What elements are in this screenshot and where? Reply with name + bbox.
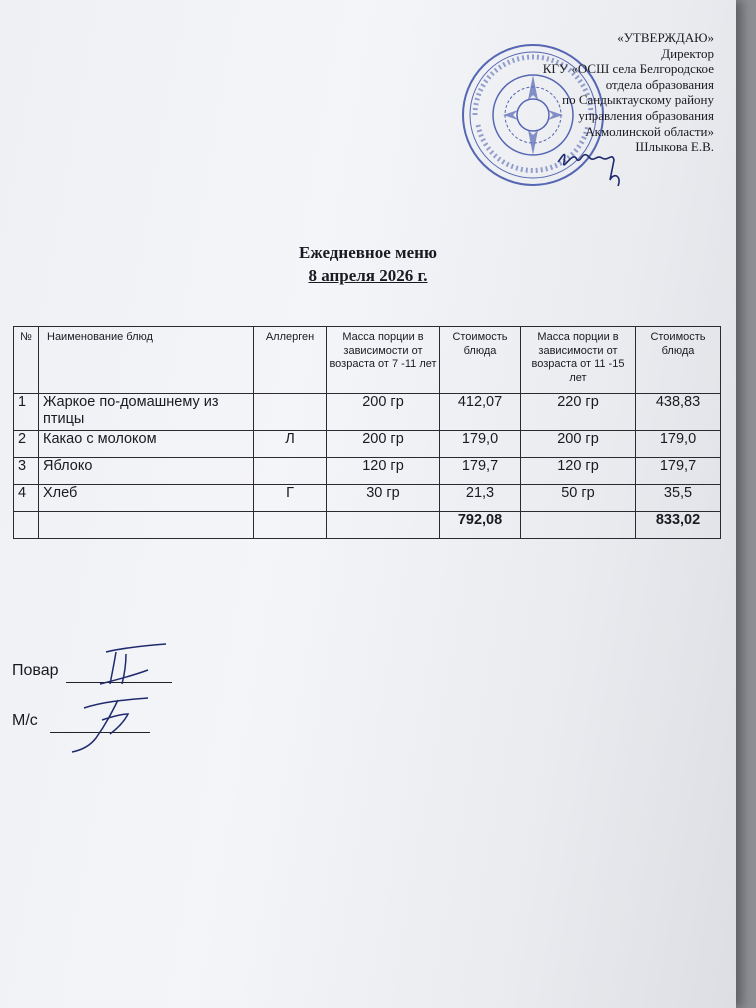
director-signature: [552, 132, 632, 190]
row-number: 2: [14, 431, 39, 458]
cost-11-15-cell: 179,0: [636, 431, 721, 458]
nurse-label: М/с: [12, 712, 38, 729]
mass-7-11-cell: 200 гр: [327, 431, 440, 458]
cost-11-15-cell: 179,7: [636, 458, 721, 485]
header-cell: Масса порции в зависимости от возраста от 11 -15 лет: [521, 327, 636, 394]
mass-7-11-cell: 30 гр: [327, 485, 440, 512]
page-title: Ежедневное меню: [299, 243, 437, 262]
table-row: [14, 431, 721, 458]
header-cell: Наименование блюд: [39, 327, 254, 394]
mass-11-15-cell: 200 гр: [521, 431, 636, 458]
approval-line: Шлыкова Е.В.: [635, 139, 714, 155]
allergen-cell: [254, 394, 327, 431]
table-row: [14, 394, 721, 431]
empty-cell: [327, 512, 440, 539]
allergen-cell: [254, 458, 327, 485]
cost-7-11-cell: 179,0: [440, 431, 521, 458]
approval-line: КГУ «ОСШ села Белгородское: [542, 61, 714, 77]
table-row: [14, 458, 721, 485]
cost-11-15-cell: 35,5: [636, 485, 721, 512]
cost-7-11-cell: 179,7: [440, 458, 521, 485]
cost-11-15-cell: 438,83: [636, 394, 721, 431]
total-row: [14, 512, 721, 539]
table-row: [14, 485, 721, 512]
header-cell: Аллерген: [254, 327, 327, 394]
dish-name: Жаркое по-домашнему из птицы: [39, 394, 254, 431]
total-cost-11-15: 833,02: [636, 512, 721, 539]
approval-line: Директор: [661, 45, 714, 61]
cost-7-11-cell: 21,3: [440, 485, 521, 512]
approval-line: по Сандыктаускому району: [562, 92, 714, 108]
row-number: 1: [14, 394, 39, 431]
empty-cell: [39, 512, 254, 539]
empty-cell: [14, 512, 39, 539]
header-cell: Стоимость блюда: [636, 327, 721, 394]
header-cell: №: [14, 327, 39, 394]
cook-signature: [92, 640, 172, 690]
cook-label: Повар: [12, 662, 59, 679]
dish-name: Хлеб: [39, 485, 254, 512]
approval-line: управления образования: [578, 107, 714, 123]
mass-7-11-cell: 200 гр: [327, 394, 440, 431]
menu-date: 8 апреля 2026 г.: [308, 266, 428, 285]
approval-line: «УТВЕРЖДАЮ»: [617, 30, 714, 45]
dish-name: Какао с молоком: [39, 431, 254, 458]
total-cost-7-11: 792,08: [440, 512, 521, 539]
mass-7-11-cell: 120 гр: [327, 458, 440, 485]
cost-7-11-cell: 412,07: [440, 394, 521, 431]
mass-11-15-cell: 220 гр: [521, 394, 636, 431]
approval-line: Акмолинской области»: [585, 123, 714, 139]
allergen-cell: Л: [254, 431, 327, 458]
mass-11-15-cell: 120 гр: [521, 458, 636, 485]
empty-cell: [254, 512, 327, 539]
nurse-signature: [62, 690, 156, 756]
row-number: 4: [14, 485, 39, 512]
mass-11-15-cell: 50 гр: [521, 485, 636, 512]
header-cell: Стоимость блюда: [440, 327, 521, 394]
row-number: 3: [14, 458, 39, 485]
header-cell: Масса порции в зависимости от возраста от 7 -11 лет: [327, 327, 440, 394]
dish-name: Яблоко: [39, 458, 254, 485]
approval-line: отдела образования: [605, 76, 714, 92]
empty-cell: [521, 512, 636, 539]
table-header-row: [14, 327, 721, 394]
allergen-cell: Г: [254, 485, 327, 512]
menu-table: [13, 326, 721, 539]
